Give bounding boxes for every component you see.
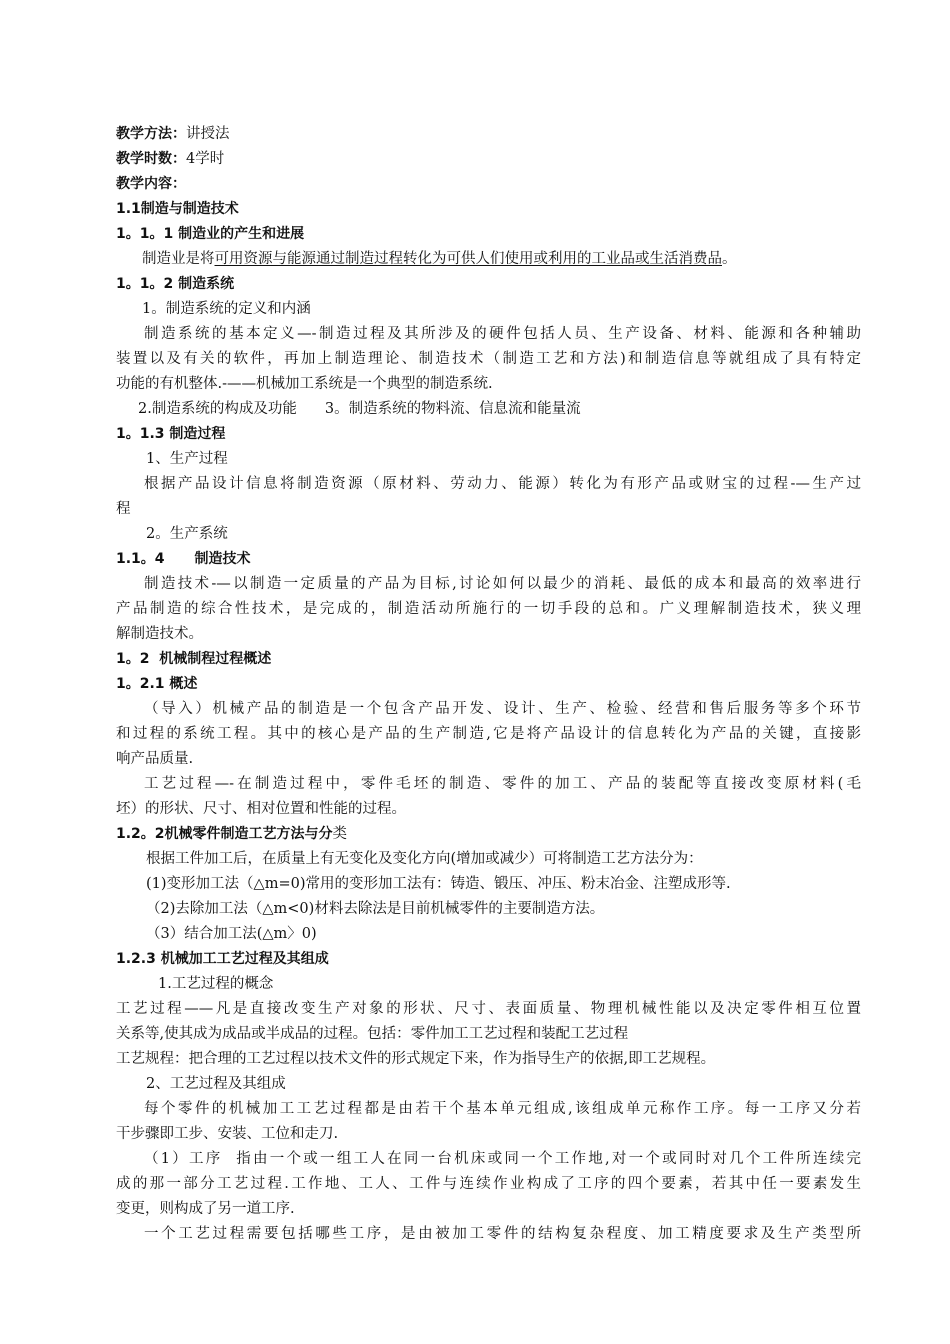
paragraph-line: 根据工件加工后，在质量上有无变化及变化方向(增加或减少）可将制造工艺方法分为： [146, 851, 703, 867]
section-1-1-1-text [116, 249, 887, 269]
section-1-1-4-heading [116, 549, 861, 569]
list-item: （2)去除加工法（△m<0)材料去除法是目前机械零件的主要制造方法。 [146, 901, 605, 917]
heading-number: 1.1。4 [116, 551, 165, 567]
heading-text: 制造技术 [194, 551, 251, 567]
list-item: 2。生产系统 [146, 526, 228, 542]
teaching-hours-label: 教学时数： [116, 151, 186, 167]
section-1-2-2-heading [116, 824, 861, 844]
paragraph-line: 功能的有机整体.-——机械加工系统是一个典型的制造系统. [116, 376, 493, 392]
paragraph-line: 响产品质量. [116, 751, 194, 767]
list-item: （3）结合加工法(△m〉0) [146, 926, 317, 942]
paragraph-line: 关系等,使其成为成品或半成品的过程。包括：零件加工工艺过程和装配工艺过程 [116, 1026, 629, 1042]
heading-tail: 类 [332, 826, 348, 842]
paragraph-line: （导入）机械产品的制造是一个包含产品开发、设计、生产、检验、经营和售后服务等多个环节 [144, 701, 861, 717]
paragraph-text: 。 [722, 251, 737, 267]
paragraph-line: 工艺规程：把合理的工艺过程以技术文件的形式规定下来，作为指导生产的依据,即工艺规程。 [116, 1051, 716, 1067]
section-1-1-3-heading: 1。1.3 制造过程 [116, 426, 226, 442]
list-item: 1、生产过程 [146, 451, 228, 467]
subheading: 1.工艺过程的概念 [158, 976, 274, 992]
section-1-2-3-heading: 1.2.3 机械加工工艺过程及其组成 [116, 951, 329, 967]
paragraph-line: 干步骤即工步、安装、工位和走刀. [116, 1126, 339, 1142]
list-item: 3。制造系统的物料流、信息流和能量流 [324, 401, 581, 417]
list-item: (1)变形加工法（△m=0)常用的变形加工法有：铸造、锻压、冲压、粉末冶金、注塑成形等. [146, 876, 731, 892]
paragraph-line: 装置以及有关的软件，再加上制造理论、制造技术（制造工艺和方法)和制造信息等就组成了具有特定 [116, 351, 861, 367]
paragraph-line: 坯）的形状、尺寸、相对位置和性能的过程。 [116, 801, 406, 817]
teaching-method-label: 教学方法： [116, 126, 186, 142]
paragraph-line: 产品制造的综合性技术，是完成的，制造活动所施行的一切手段的总和。广义理解制造技术，狭义理 [116, 601, 861, 617]
section-1-1-2-heading: 1。1。2 制造系统 [116, 276, 235, 292]
section-1-2-heading: 1。2 机械制程过程概述 [116, 651, 272, 667]
paragraph-line: 工艺过程——凡是直接改变生产对象的形状、尺寸、表面质量、物理机械性能以及决定零件相互位置 [116, 1001, 861, 1017]
paragraph-line: 一个工艺过程需要包括哪些工序，是由被加工零件的结构复杂程度、加工精度要求及生产类型所 [144, 1226, 861, 1242]
teaching-method-value: 讲授法 [186, 126, 230, 142]
paragraph-line: 工艺过程—-在制造过程中，零件毛坯的制造、零件的加工、产品的装配等直接改变原材料(毛 [144, 776, 861, 792]
paragraph-line: 解制造技术。 [116, 626, 203, 642]
paragraph-text: 制造业是将 [142, 251, 215, 267]
underlined-text: 可用资源与能源通过制造过程转化为可供人们使用或利用的工业品或生活消费品 [214, 251, 722, 267]
teaching-hours-line [116, 149, 861, 169]
paragraph-line: 成的那一部分工艺过程.工作地、工人、工件与连续作业构成了工序的四个要素，若其中任一要素发生 [116, 1176, 861, 1192]
teaching-method-line [116, 124, 861, 144]
section-1-2-1-heading: 1。2.1 概述 [116, 676, 198, 692]
paragraph-line: 制造系统的基本定义—-制造过程及其所涉及的硬件包括人员、生产设备、材料、能源和各种辅助 [144, 326, 861, 342]
paragraph-line: 根据产品设计信息将制造资源（原材料、劳动力、能源）转化为有形产品或财宝的过程-—生产过 [144, 476, 861, 492]
paragraph-line: 程 [116, 501, 131, 517]
subheading: 2、工艺过程及其组成 [146, 1076, 286, 1092]
list-item-row [116, 399, 883, 419]
heading-text: 1.2。2机械零件制造工艺方法与分 [116, 826, 333, 842]
teaching-content-label: 教学内容： [116, 176, 186, 192]
paragraph-line: 每个零件的机械加工工艺过程都是由若干个基本单元组成,该组成单元称作工序。每一工序又分若 [144, 1101, 861, 1117]
section-1-1-1-heading: 1。1。1 制造业的产生和进展 [116, 226, 305, 242]
paragraph-line: 变更，则构成了另一道工序. [116, 1201, 295, 1217]
list-item: 1。制造系统的定义和内涵 [142, 301, 311, 317]
paragraph-line: （1）工序 指由一个或一组工人在同一台机床或同一个工作地,对一个或同时对几个工件所连续完 [144, 1151, 861, 1167]
list-item: 2.制造系统的构成及功能 [138, 401, 297, 417]
section-1-1-heading: 1.1制造与制造技术 [116, 201, 239, 217]
teaching-hours-value: 4学时 [186, 151, 225, 167]
paragraph-line: 制造技术-—以制造一定质量的产品为目标,讨论如何以最少的消耗、最低的成本和最高的效率进行 [144, 576, 861, 592]
paragraph-line: 和过程的系统工程。其中的核心是产品的生产制造,它是将产品设计的信息转化为产品的关键，直接影 [116, 726, 861, 742]
